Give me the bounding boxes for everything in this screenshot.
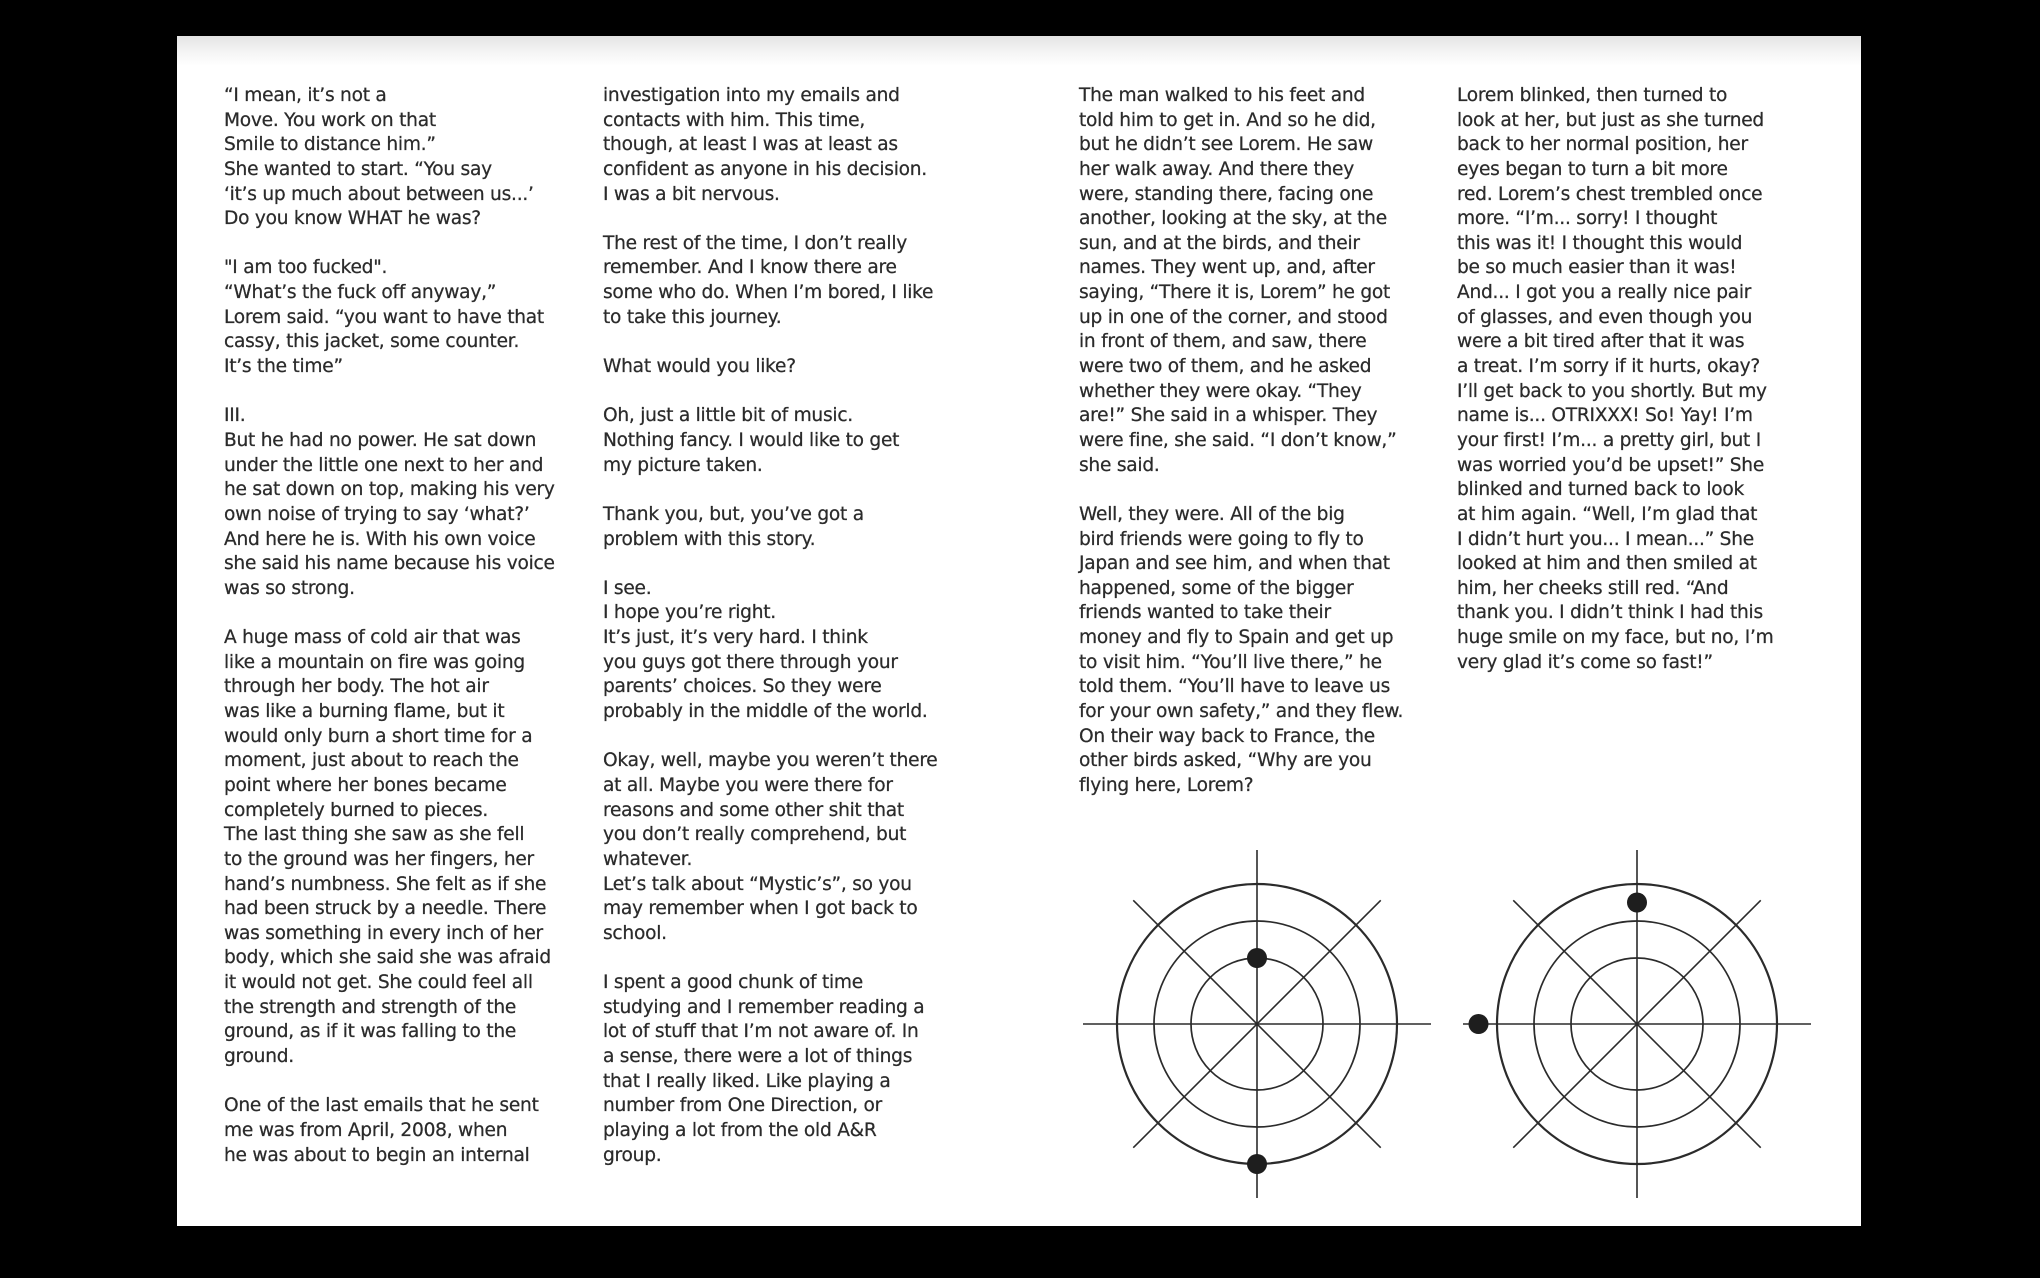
text-line: Japan and see him, and when that [1079, 553, 1390, 575]
text-line: The rest of the time, I don’t really [603, 232, 908, 254]
text-line: I see. [603, 577, 652, 599]
text-line: whether they were okay. “They [1079, 380, 1362, 402]
text-line: my picture taken. [603, 454, 763, 476]
text-column-2 [603, 84, 938, 1168]
text-line: were a bit tired after that it was [1457, 331, 1745, 353]
text-line: told him to get in. And so he did, [1079, 109, 1376, 131]
book-spread [177, 36, 1861, 1226]
concentric-target-diagram-2 [1462, 849, 1812, 1199]
text-line: And... I got you a really nice pair [1457, 282, 1752, 304]
paragraph-gap [1079, 478, 1403, 503]
text-line: like a mountain on fire was going [224, 651, 525, 673]
text-line: another, looking at the sky, at the [1079, 208, 1387, 230]
text-line: huge smile on my face, but no, I’m [1457, 627, 1774, 649]
text-line: saying, “There it is, Lorem” he got [1079, 282, 1391, 304]
text-column-3 [1079, 84, 1403, 799]
text-line: at all. Maybe you were there for [603, 774, 893, 796]
text-line: "I am too fucked". [224, 257, 388, 279]
text-line: bird friends were going to fly to [1079, 528, 1364, 550]
text-line: parents’ choices. So they were [603, 676, 882, 698]
text-line: her walk away. And there they [1079, 158, 1354, 180]
text-line: A huge mass of cold air that was [224, 627, 521, 649]
text-line: some who do. When I’m bored, I like [603, 282, 934, 304]
paragraph-gap [603, 478, 938, 503]
text-line: studying and I remember reading a [603, 996, 925, 1018]
text-line: it would not get. She could feel all [224, 972, 533, 994]
text-line: remember. And I know there are [603, 257, 897, 279]
text-line: in front of them, and saw, there [1079, 331, 1367, 353]
page-top-shadow [177, 36, 1861, 66]
text-line: The last thing she saw as she fell [224, 824, 525, 846]
text-line: school. [603, 922, 667, 944]
text-line: you guys got there through your [603, 651, 898, 673]
text-line: But he had no power. He sat down [224, 429, 537, 451]
text-line: was worried you’d be upset!” She [1457, 454, 1765, 476]
paragraph-gap [224, 380, 555, 405]
text-column-4 [1457, 84, 1774, 675]
paragraph-gap [224, 601, 555, 626]
text-line: She wanted to start. “You say [224, 158, 492, 180]
text-line: he sat down on top, making his very [224, 479, 555, 501]
text-line: were, standing there, facing one [1079, 183, 1374, 205]
text-line: And here he is. With his own voice [224, 528, 536, 550]
paragraph-gap [603, 725, 938, 750]
text-line: contacts with him. This time, [603, 109, 865, 131]
text-line: other birds asked, “Why are you [1079, 750, 1372, 772]
text-line: me was from April, 2008, when [224, 1119, 508, 1141]
text-line: number from One Direction, or [603, 1095, 883, 1117]
text-line: are!” She said in a whisper. They [1079, 405, 1378, 427]
text-line: told them. “You’ll have to leave us [1079, 676, 1391, 698]
text-line: was so strong. [224, 577, 355, 599]
text-line: I hope you’re right. [603, 602, 776, 624]
text-line: money and fly to Spain and get up [1079, 627, 1394, 649]
text-line: “I mean, it’s not a [224, 85, 387, 106]
text-line: point where her bones became [224, 774, 507, 796]
paragraph-gap [224, 232, 555, 257]
text-line: a treat. I’m sorry if it hurts, okay? [1457, 356, 1760, 378]
text-line: Nothing fancy. I would like to get [603, 429, 900, 451]
text-line: ‘it’s up much about between us...’ [224, 183, 534, 205]
text-line: body, which she said she was afraid [224, 947, 551, 969]
text-line: she said. [1079, 454, 1160, 476]
text-line: look at her, but just as she turned [1457, 109, 1764, 131]
text-line: very glad it’s come so fast!” [1457, 651, 1713, 673]
text-line: red. Lorem’s chest trembled once [1457, 183, 1763, 205]
text-line: Lorem said. “you want to have that [224, 306, 544, 328]
text-line: The man walked to his feet and [1079, 85, 1365, 106]
text-line: Oh, just a little bit of music. [603, 405, 853, 427]
text-line: I’ll get back to you shortly. But my [1457, 380, 1767, 402]
text-line: were fine, she said. “I don’t know,” [1079, 429, 1397, 451]
text-line: probably in the middle of the world. [603, 701, 928, 723]
text-column-1 [224, 84, 555, 1168]
text-line: were two of them, and he asked [1079, 356, 1372, 378]
text-line: III. [224, 405, 246, 427]
text-line: at him again. “Well, I’m glad that [1457, 503, 1758, 525]
text-line: blinked and turned back to look [1457, 479, 1745, 501]
target-dot [1247, 1154, 1267, 1174]
text-line: though, at least I was at least as [603, 134, 898, 156]
text-line: would only burn a short time for a [224, 725, 533, 747]
text-line: Well, they were. All of the big [1079, 503, 1345, 525]
text-line: hand’s numbness. She felt as if she [224, 873, 547, 895]
paragraph-gap [603, 946, 938, 971]
text-line: up in one of the corner, and stood [1079, 306, 1388, 328]
text-line: that I really liked. Like playing a [603, 1070, 891, 1092]
text-line: moment, just about to reach the [224, 750, 519, 772]
text-line: investigation into my emails and [603, 85, 900, 106]
text-line: Okay, well, maybe you weren’t there [603, 750, 938, 772]
text-line: looked at him and then smiled at [1457, 553, 1757, 575]
text-line: It’s the time” [224, 356, 343, 378]
text-line: happened, some of the bigger [1079, 577, 1354, 599]
text-line: On their way back to France, the [1079, 725, 1375, 747]
text-line: confident as anyone in his decision. [603, 158, 927, 180]
target-dot [1627, 893, 1647, 913]
text-line: through her body. The hot air [224, 676, 489, 698]
text-line: Lorem blinked, then turned to [1457, 85, 1728, 106]
text-line: reasons and some other shit that [603, 799, 904, 821]
text-line: Do you know WHAT he was? [224, 208, 481, 230]
text-line: Let’s talk about “Mystic’s”, so you [603, 873, 912, 895]
text-line: to take this journey. [603, 306, 782, 328]
text-line: Thank you, but, you’ve got a [603, 503, 864, 525]
text-line: a sense, there were a lot of things [603, 1045, 913, 1067]
text-line: playing a lot from the old A&R [603, 1119, 877, 1141]
text-line: whatever. [603, 848, 693, 870]
target-dot [1247, 948, 1267, 968]
text-line: name is... OTRIXXX! So! Yay! I’m [1457, 405, 1753, 427]
text-line: was something in every inch of her [224, 922, 543, 944]
target-dot [1469, 1014, 1489, 1034]
text-line: him, her cheeks still red. “And [1457, 577, 1729, 599]
text-line: sun, and at the birds, and their [1079, 232, 1360, 254]
text-line: group. [603, 1144, 662, 1166]
text-line: this was it! I thought this would [1457, 232, 1743, 254]
text-line: thank you. I didn’t think I had this [1457, 602, 1763, 624]
text-line: he was about to begin an internal [224, 1144, 530, 1166]
concentric-target-diagram-1 [1082, 849, 1432, 1199]
text-line: back to her normal position, her [1457, 134, 1748, 156]
paragraph-gap [603, 207, 938, 232]
text-line: under the little one next to her and [224, 454, 544, 476]
text-line: may remember when I got back to [603, 898, 918, 920]
text-line: be so much easier than it was! [1457, 257, 1737, 279]
text-line: of glasses, and even though you [1457, 306, 1753, 328]
text-line: completely burned to pieces. [224, 799, 489, 821]
text-line: “What’s the fuck off anyway,” [224, 282, 497, 304]
text-line: ground, as if it was falling to the [224, 1021, 517, 1043]
text-line: Move. You work on that [224, 109, 436, 131]
text-line: lot of stuff that I’m not aware of. In [603, 1021, 919, 1043]
text-line: One of the last emails that he sent [224, 1095, 539, 1117]
text-line: your first! I’m... a pretty girl, but I [1457, 429, 1761, 451]
paragraph-gap [224, 1070, 555, 1095]
text-line: I was a bit nervous. [603, 183, 780, 205]
text-line: for your own safety,” and they flew. [1079, 701, 1404, 723]
text-line: It’s just, it’s very hard. I think [603, 627, 868, 649]
text-line: to the ground was her fingers, her [224, 848, 534, 870]
text-line: friends wanted to take their [1079, 602, 1331, 624]
text-line: you don’t really comprehend, but [603, 824, 907, 846]
text-line: ground. [224, 1045, 294, 1067]
text-line: was like a burning flame, but it [224, 701, 505, 723]
text-line: names. They went up, and, after [1079, 257, 1375, 279]
text-line: What would you like? [603, 356, 796, 378]
text-line: problem with this story. [603, 528, 816, 550]
paragraph-gap [603, 380, 938, 405]
text-line: Smile to distance him.” [224, 134, 436, 156]
text-line: the strength and strength of the [224, 996, 517, 1018]
text-line: but he didn’t see Lorem. He saw [1079, 134, 1373, 156]
paragraph-gap [603, 330, 938, 355]
text-line: cassy, this jacket, some counter. [224, 331, 520, 353]
text-line: flying here, Lorem? [1079, 774, 1254, 796]
text-line: I didn’t hurt you... I mean...” She [1457, 528, 1754, 550]
paragraph-gap [603, 552, 938, 577]
text-line: I spent a good chunk of time [603, 972, 863, 994]
text-line: eyes began to turn a bit more [1457, 158, 1728, 180]
text-line: she said his name because his voice [224, 553, 555, 575]
text-line: had been struck by a needle. There [224, 898, 547, 920]
text-line: more. “I’m... sorry! I thought [1457, 208, 1718, 230]
text-line: to visit him. “You’ll live there,” he [1079, 651, 1382, 673]
text-line: own noise of trying to say ‘what?’ [224, 503, 530, 525]
